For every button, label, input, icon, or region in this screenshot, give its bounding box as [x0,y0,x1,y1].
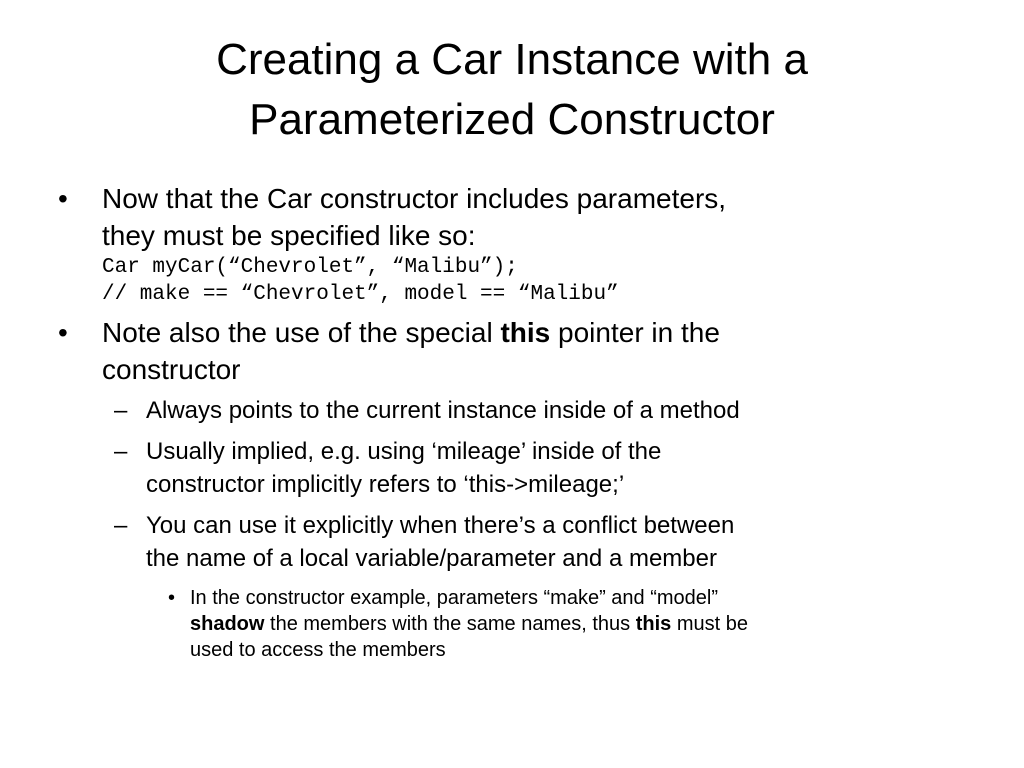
sub-sub-bullet-text [190,611,992,637]
bullet-text-line: Now that the Car constructor includes parameters, [102,183,727,214]
bullet-text-line: they must be specified like so: [102,220,476,251]
dash-marker: – [114,438,128,465]
sub-bullet-text: constructor implicitly refers to ‘this->mileage;’ [146,471,625,498]
bullet-this-pointer [52,314,992,388]
text-fragment: pointer in the [550,317,720,348]
sub-sub-bullet-shadow [52,585,992,663]
code-line-comment: // make == “Chevrolet”, model == “Malibu” [102,283,619,306]
keyword-this: this [635,613,672,635]
title-line-2: Parameterized Constructor [249,95,775,144]
sub-bullet-text: Usually implied, e.g. using ‘mileage’ inside of the [146,438,662,465]
sub-sub-bullet-text: In the constructor example, parameters “make” and “model” [190,587,718,609]
keyword-this: this [500,317,551,348]
bullet-constructor-parameters [52,180,992,308]
code-line-declaration: Car myCar(“Chevrolet”, “Malibu”); [102,256,518,279]
dash-marker: – [114,512,128,539]
dash-marker: – [114,397,128,424]
bullet-marker: • [58,183,68,214]
sub-bullet-text: Always points to the current instance inside of a method [146,397,740,424]
bullet-text-line [102,314,992,351]
slide-title [60,30,964,150]
sub-bullet-text: You can use it explicitly when there’s a conflict between [146,512,735,539]
text-fragment: must be [671,613,748,635]
sub-bullet-always-points [52,394,992,427]
text-fragment: the members with the same names, thus [264,613,636,635]
sub-bullet-text: the name of a local variable/parameter and a member [146,545,717,572]
keyword-shadow: shadow [190,613,265,635]
sub-sub-bullet-text: used to access the members [190,639,446,661]
small-bullet-marker: • [168,587,176,609]
bullet-marker: • [58,317,68,348]
slide-content [52,180,992,663]
title-line-1: Creating a Car Instance with a [216,35,808,84]
text-fragment: Note also the use of the special [102,317,501,348]
bullet-text-line: constructor [102,354,241,385]
sub-bullet-explicit-use [52,509,992,575]
sub-bullet-usually-implied [52,435,992,501]
